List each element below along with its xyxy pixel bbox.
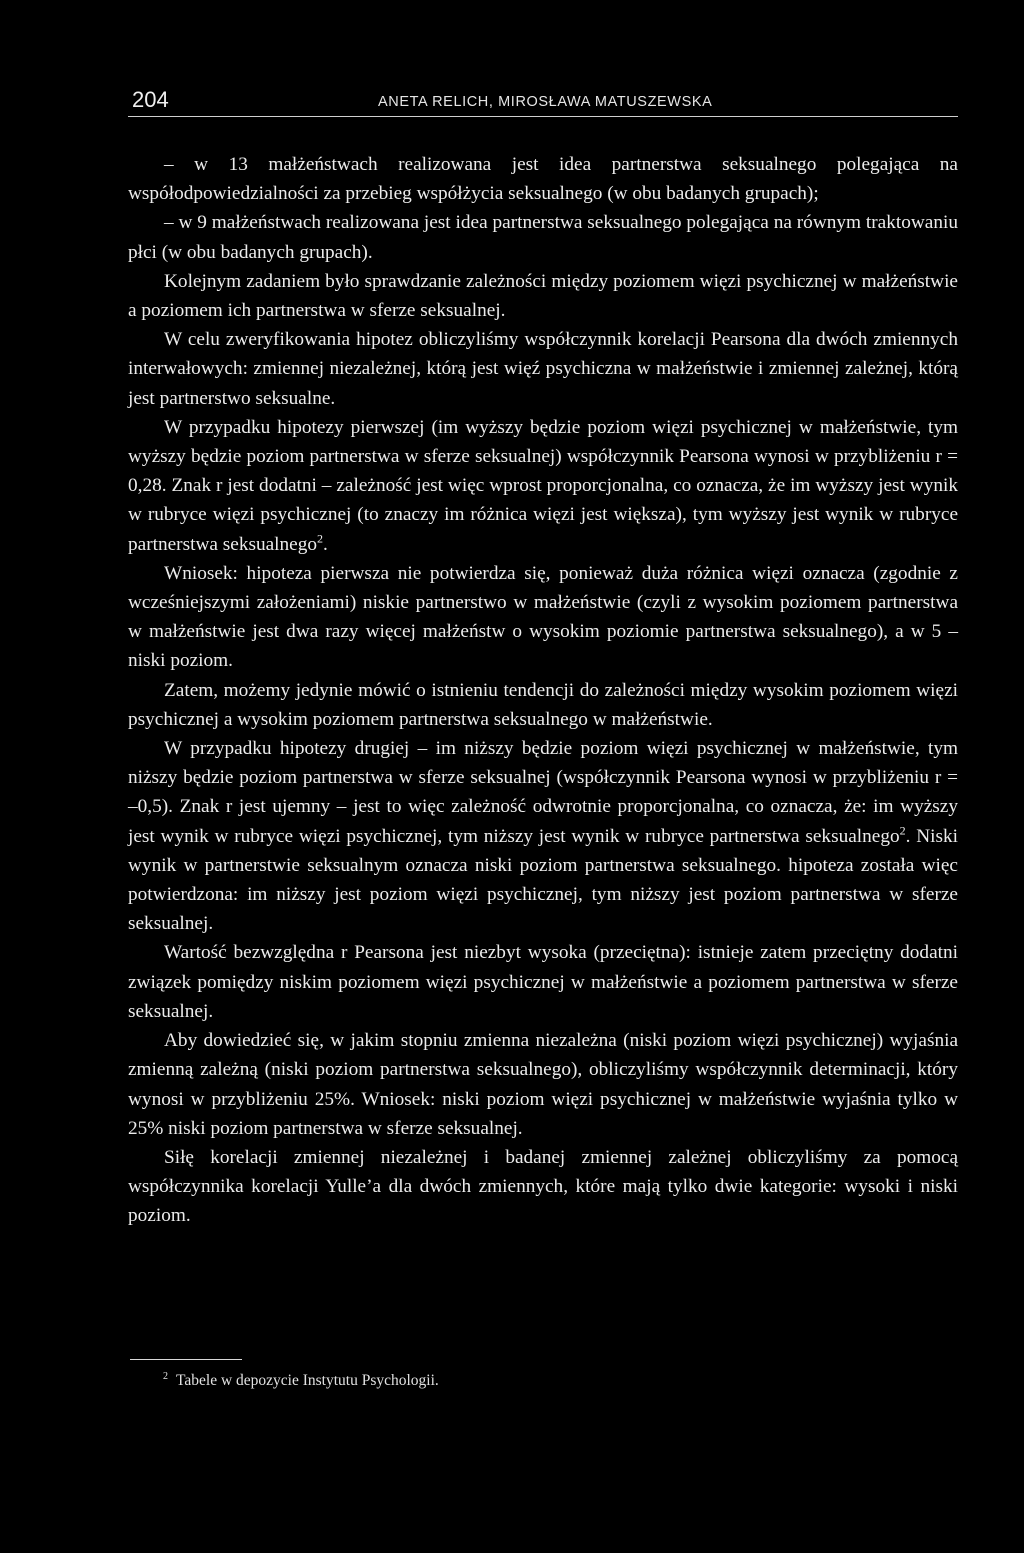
- paragraph: [128, 734, 958, 938]
- paragraph-text: – w 13 małżeństwach realizowana jest idea partnerstwa seksualnego polegająca na współodpowiedzialności za przebieg współżycia seksualnego (w obu badanych grupach);: [128, 154, 958, 205]
- footnote-reference: 2: [899, 823, 906, 838]
- paragraph: [128, 559, 958, 676]
- paragraph: [128, 676, 958, 734]
- paragraph: [128, 1026, 958, 1143]
- paragraph-text: Aby dowiedzieć się, w jakim stopniu zmienna niezależna (niski poziom więzi psychicznej) wyjaśnia zmienną zależną (niski poziom partnerstwa seksualnego), obliczyliśmy współczynnik determinacji, który wynosi w przybliżeniu 25%. Wniosek: niski poziom więzi psychicznej w małżeństwie wyjaśnia tylko w 25% niski poziom partnerstwa w sferze seksualnej.: [128, 1030, 958, 1139]
- footnote-divider: [130, 1359, 242, 1360]
- page-header: [128, 86, 958, 117]
- paragraph-text: Kolejnym zadaniem było sprawdzanie zależności między poziomem więzi psychicznej w małżeństwie a poziomem ich partnerstwa w sferze seksualnej.: [128, 270, 958, 322]
- paragraph-text: W celu zweryfikowania hipotez obliczyliśmy współczynnik korelacji Pearsona dla dwóch zmiennych interwałowych: zmiennej niezależnej, którą jest więź psychiczna w małżeństwie i zmiennej zależnej, którą jest partnerstwo seksualne.: [128, 329, 958, 409]
- body-text: [128, 150, 958, 1231]
- running-head: ANETA RELICH, MIROSŁAWA MATUSZEWSKA: [378, 94, 713, 110]
- footnote-marker: 2: [163, 1370, 168, 1382]
- paragraph-text-continued: . Niski wynik w partnerstwie seksualnym oznacza niski poziom partnerstwa seksualnego. hipoteza została więc potwierdzona: im niższy jest poziom więzi psychicznej, tym niższy jest poziom partnerstwa w sferze seksualnej.: [128, 825, 958, 935]
- footnote-reference: 2: [317, 531, 323, 546]
- paragraph-text-continued: .: [323, 533, 328, 555]
- footnote: [163, 1370, 439, 1392]
- list-item-dash: [128, 150, 958, 208]
- paragraph: [128, 938, 958, 1026]
- paragraph-text: Zatem, możemy jedynie mówić o istnieniu tendencji do zależności między wysokim poziomem więzi psychicznej a wysokim poziomem partnerstwa seksualnego w małżeństwie.: [128, 679, 958, 730]
- page-number: 204: [132, 87, 169, 112]
- paragraph: [128, 1143, 958, 1231]
- paragraph-text: W przypadku hipotezy pierwszej (im wyższy będzie poziom więzi psychicznej w małżeństwie, tym wyższy będzie poziom partnerstwa w sferze seksualnej) współczynnik Pearsona wynosi w przybliżeniu r = 0,28. Znak r jest dodatni – zależność jest więc wprost proporcjonalna, co oznacza, że im wyższy jest wynik w rubryce więzi psychicznej (to znaczy im różnica więzi jest większa), tym wyższy jest wynik w rubryce partnerstwa seksualnego: [128, 416, 958, 555]
- paragraph: [128, 413, 958, 559]
- paragraph-text: – w 9 małżeństwach realizowana jest idea partnerstwa seksualnego polegająca na równym traktowaniu płci (w obu badanych grupach).: [128, 212, 958, 263]
- paragraph-text: Wniosek: hipoteza pierwsza nie potwierdza się, ponieważ duża różnica więzi oznacza (zgodnie z wcześniejszymi założeniami) niskie partnerstwo w małżeństwie (czyli z wysokim poziomem partnerstwa w małżeństwie jest dwa razy więcej małżeństw o wysokim poziomie partnerstwa seksualnego), a w 5 – niski poziom.: [128, 562, 958, 672]
- footnote-text: Tabele w depozycie Instytutu Psychologii.: [176, 1372, 439, 1389]
- paragraph: [128, 325, 958, 413]
- paragraph-text: W przypadku hipotezy drugiej – im niższy będzie poziom więzi psychicznej w małżeństwie, tym niższy będzie poziom partnerstwa w sferze seksualnej (współczynnik Pearsona wynosi w przybliżeniu r = –0,5). Znak r jest ujemny – jest to więc zależność odwrotnie proporcjonalna, co oznacza, że: im wyższy jest wynik w rubryce więzi psychicznej, tym niższy jest wynik w rubryce partnerstwa seksualnego: [128, 738, 958, 847]
- paragraph: [128, 267, 958, 325]
- paragraph-text: Wartość bezwzględna r Pearsona jest niezbyt wysoka (przeciętna): istnieje zatem przeciętny dodatni związek pomiędzy niskim poziomem więzi psychicznej w małżeństwie a poziomem partnerstwa w sferze seksualnej.: [128, 942, 958, 1022]
- list-item-dash: [128, 208, 958, 266]
- paragraph-text: Siłę korelacji zmiennej niezależnej i badanej zmiennej zależnej obliczyliśmy za pomocą współczynnika korelacji Yulle’a dla dwóch zmiennych, które mają tylko dwie kategorie: wysoki i niski poziom.: [128, 1146, 958, 1227]
